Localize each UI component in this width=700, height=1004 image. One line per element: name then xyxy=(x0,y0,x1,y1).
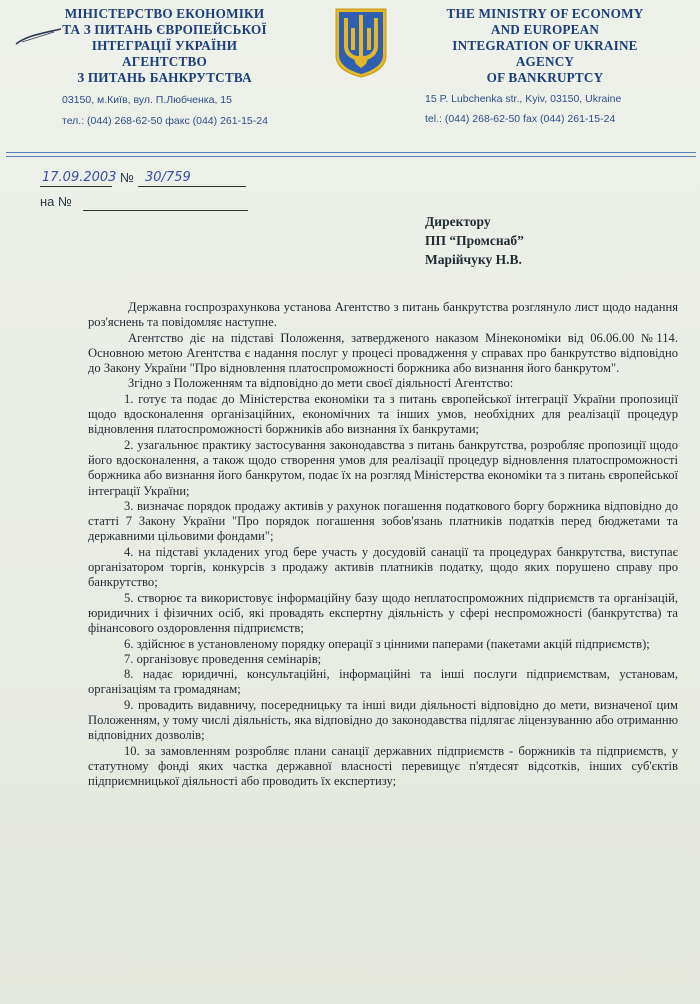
reference-row xyxy=(40,194,72,218)
list-item: 2. узагальнює практику застосування законодавства з питань банкрутства, розробляє пропозиції щодо його вдосконалення, а також щодо створення умов для реалізації процедур відновлення платоспроможності боржника або визнання його банкрутом, подає їх на розгляд Міністерства економіки та з питань європейської інтеграції України; xyxy=(88,437,678,498)
letter-body xyxy=(88,300,678,790)
org-name-line: З ПИТАНЬ БАНКРУТСТВА xyxy=(77,70,252,85)
header-divider xyxy=(6,156,696,157)
number-underline xyxy=(138,186,246,187)
letterhead xyxy=(0,0,700,160)
list-item: 4. на підставі укладених угод бере участь у досудовій санації та процедурах банкрутства, виступає організатором торгів, конкурсів з продажу активів платників податку, щодо яких порушено справу про банкрутство; xyxy=(88,544,678,590)
addressee-line: Директору xyxy=(425,214,491,229)
addressee-line: ПП “Промснаб” xyxy=(425,233,524,248)
org-name-line: INTEGRATION OF UKRAINE xyxy=(452,38,638,53)
addressee-block xyxy=(425,212,524,269)
letter-meta xyxy=(40,170,191,218)
org-name-line: ТА З ПИТАНЬ ЄВРОПЕЙСЬКОЇ xyxy=(62,22,267,37)
list-item: 10. за замовленням розробляє плани санації державних підприємств - боржників та підприємств, у статутному фонді яких частка державної власності перевищує п'ятдесят відсотків, інших суб'єктів підприємницької діяльності або проводить їх експертизу; xyxy=(88,743,678,789)
header-divider xyxy=(6,152,696,153)
outgoing-number-row xyxy=(40,170,191,194)
letterhead-english xyxy=(410,6,680,126)
trident-icon xyxy=(333,6,389,78)
list-item: 5. створює та використовує інформаційну базу щодо неплатоспроможних підприємств та організацій, юридичних і фізичних осіб, які провадять експертну діяльність у сфері неспроможності (банкрутства) та фінансового оздоровлення підприємств; xyxy=(88,590,678,636)
org-name-line: AND EUROPEAN xyxy=(490,22,600,37)
list-item: 9. провадить видавничу, посередницьку та інші види діяльності відповідно до мети, визначеної цим Положенням, у тому числі діяльність, яка відповідно до законодавства підлягає ліцензуванню або отриманню відповідних дозволів; xyxy=(88,697,678,743)
paragraph: Державна госпрозрахункова установа Агентство з питань банкрутства розглянуло лист щодо надання роз'яснень та повідомляє наступне. xyxy=(88,300,678,330)
paragraph: Агентство діє на підставі Положення, затвердженого наказом Мінекономіки від 06.06.00 №114. Основною метою Агентства є надання послуг у процесі провадження у справах про банкрутство відповідно до Закону України "Про відновлення платоспроможності боржника або визнання його банкрутом". xyxy=(88,330,678,376)
org-address: 15 P. Lubchenka str., Kyiv, 03150, Ukraine xyxy=(425,93,622,105)
paragraph: Згідно з Положенням та відповідно до мети своєї діяльності Агентство: xyxy=(128,376,514,391)
letter-date: 17.09.2003 xyxy=(42,170,117,185)
list-item: 7. організовує проведення семінарів; xyxy=(124,651,322,666)
date-underline xyxy=(40,186,112,187)
org-name-line: АГЕНТСТВО xyxy=(122,54,207,69)
reference-label: на № xyxy=(40,194,72,209)
org-name-line: THE MINISTRY OF ECONOMY xyxy=(446,6,644,21)
list-item: 6. здійснює в установленому порядку операції з цінними паперами (пакетами акцій підприємств); xyxy=(124,636,650,651)
org-name-line: OF BANKRUPTCY xyxy=(486,70,604,85)
addressee-line: Марійчуку Н.В. xyxy=(425,252,522,267)
org-name-line: МІНІСТЕРСТВО ЕКОНОМІКИ xyxy=(64,6,265,21)
list-item: 8. надає юридичні, консультаційні, інформаційні та інші послуги підприємствам, установам, організаціям та громадянам; xyxy=(88,667,678,697)
number-symbol: № xyxy=(120,170,134,185)
list-item: 1. готує та подає до Міністерства економіки та з питань європейської інтеграції України пропозиції щодо вдосконалення організаційних, економічних та інших умов, необхідних для реалізації процедур відновлення платоспроможності боржників або визнання їх банкрутами; xyxy=(88,391,678,437)
letter-number: 30/759 xyxy=(145,170,191,185)
org-name-line: AGENCY xyxy=(515,54,575,69)
org-phone: tel.: (044) 268-62-50 fax (044) 261-15-24 xyxy=(425,113,616,125)
letterhead-ukrainian xyxy=(22,6,307,128)
list-item: 3. визначає порядок продажу активів у рахунок погашення податкового боргу боржника відповідно до статті 7 Закону України "Про порядок погашення зобов'язань платників податків перед бюджетами та державними цільовими фондами"; xyxy=(88,498,678,544)
org-name-line: ІНТЕГРАЦІЇ УКРАЇНИ xyxy=(91,38,238,53)
reference-underline xyxy=(83,210,248,211)
org-address: 03150, м.Київ, вул. П.Любченка, 15 xyxy=(62,94,232,106)
org-phone: тел.: (044) 268-62-50 факс (044) 261-15-24 xyxy=(62,115,268,127)
